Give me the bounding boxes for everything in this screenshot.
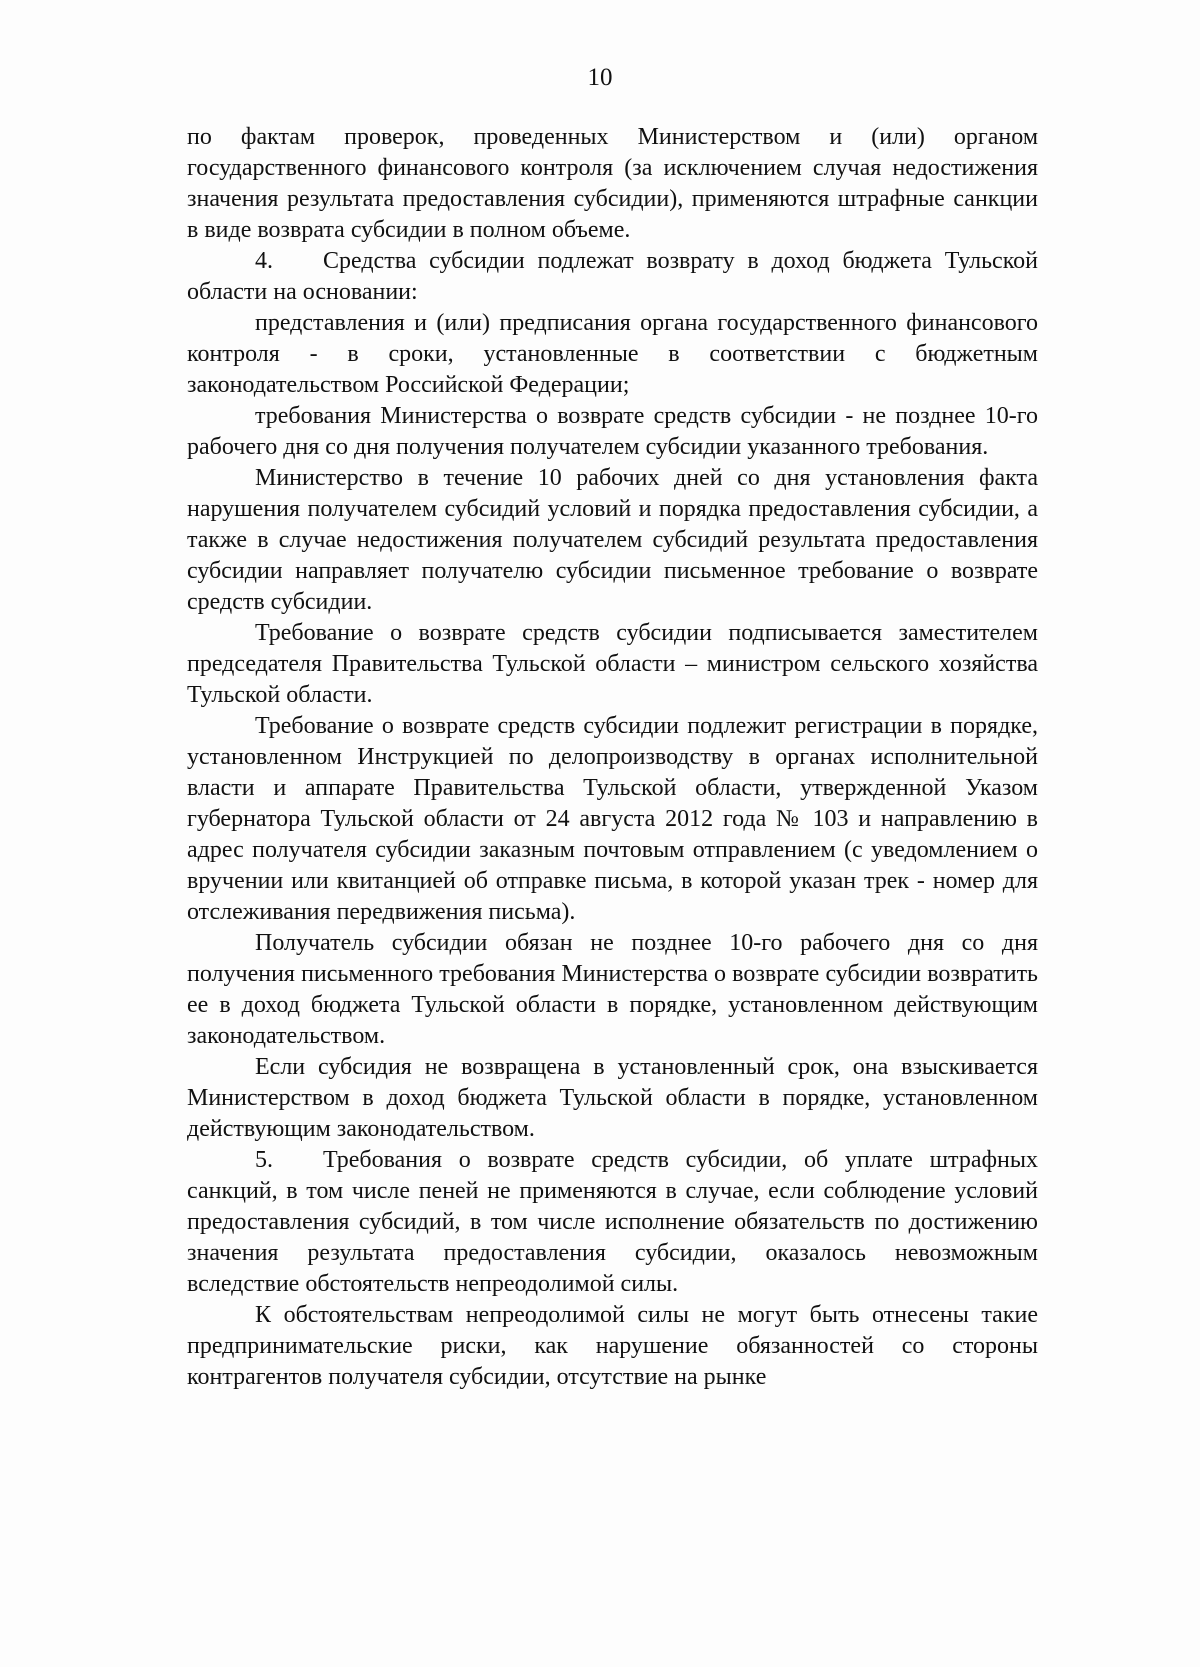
paragraph-signature: Требование о возврате средств субсидии подписывается заместителем председателя Правительства Тульской области – министром сельского хозяйства Тульской области. [187,620,1038,708]
paragraph-basis-2: требования Министерства о возврате средств субсидии - не позднее 10-го рабочего дня со дня получения получателем субсидии указанного требования. [187,403,1038,460]
paragraph-continuation: по фактам проверок, проведенных Министерством и (или) органом государственного финансового контроля (за исключением случая недостижения значения результата предоставления субсидии), применяются штрафные санкции в виде возврата субсидии в полном объеме. [187,124,1038,243]
paragraph-item-5 [187,1145,1038,1300]
paragraph-force-majeure: К обстоятельствам непреодолимой силы не могут быть отнесены такие предпринимательские риски, как нарушение обязанностей со стороны контрагентов получателя субсидии, отсутствие на рынке [187,1302,1038,1390]
paragraph-text: Требования о возврате средств субсидии, об уплате штрафных санкций, в том числе пеней не применяются в случае, если соблюдение условий предоставления субсидий, в том числе исполнение обязательств по достижению значения результата предоставления субсидии, оказалось невозможным вследствие обстоятельств непреодолимой силы. [187,1147,1038,1297]
paragraph-recipient-obligation: Получатель субсидии обязан не позднее 10-го рабочего дня со дня получения письменного требования Министерства о возврате субсидии возвратить ее в доход бюджета Тульской области в порядке, установленном действующим законодательством. [187,930,1038,1049]
item-number: 5. [255,1147,273,1173]
paragraph-registration: Требование о возврате средств субсидии подлежит регистрации в порядке, установленном Инструкцией по делопроизводству в органах исполнительной власти и аппарате Правительства Тульской области, утвержденной Указом губернатора Тульской области от 24 августа 2012 года № 103 и направлению в адрес получателя субсидии заказным почтовым отправлением (с уведомлением о вручении или квитанцией об отправке письма, в которой указан трек - номер для отслеживания передвижения письма). [187,713,1038,925]
document-body [187,122,1038,1393]
item-number: 4. [255,248,273,274]
paragraph-ministry-deadline: Министерство в течение 10 рабочих дней со дня установления факта нарушения получателем субсидий условий и порядка предоставления субсидии, а также в случае недостижения получателем субсидий результата предоставления субсидии направляет получателю субсидии письменное требование о возврате средств субсидии. [187,465,1038,615]
paragraph-basis-1: представления и (или) предписания органа государственного финансового контроля - в сроки, установленные в соответствии с бюджетным законодательством Российской Федерации; [187,310,1038,398]
paragraph-item-4 [187,246,1038,308]
paragraph-text: Средства субсидии подлежат возврату в доход бюджета Тульской области на основании: [187,248,1038,305]
page-number: 10 [587,64,613,91]
paragraph-recovery: Если субсидия не возвращена в установленный срок, она взыскивается Министерством в доход бюджета Тульской области в порядке, установленном действующим законодательством. [187,1054,1038,1142]
